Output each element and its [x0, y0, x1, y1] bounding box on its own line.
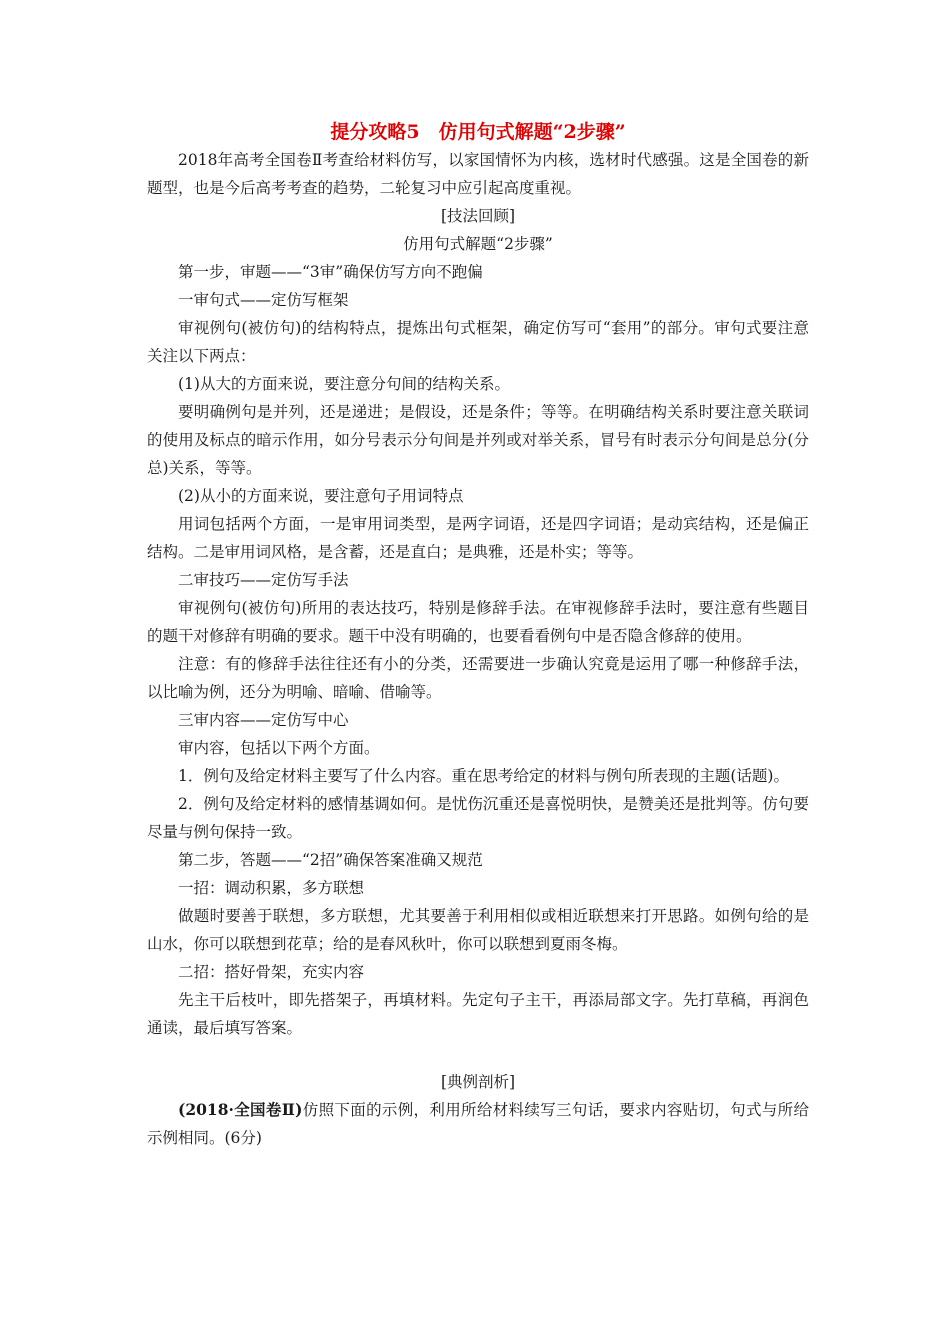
step1-sub3-point1: 1．例句及给定材料主要写了什么内容。重在思考给定的材料与例句所表现的主题(话题)。 — [178, 767, 789, 785]
intro-paragraph: 2018年高考全国卷Ⅱ考查给材料仿写，以家国情怀为内核，选材时代感强。这是全国卷的新题型，也是今后高考考查的趋势，二轮复习中应引起高度重视。 — [147, 151, 809, 197]
section-spacer — [147, 1042, 809, 1068]
step2-heading: 第二步，答题——“2招”确保答案准确又规范 — [178, 851, 483, 869]
step1-sub1-point2-text: 用词包括两个方面，一是审用词类型，是两字词语，还是四字词语；是动宾结构，还是偏正结构。二是审用词风格，是含蓄，还是直白；是典雅，还是朴实；等等。 — [147, 515, 809, 561]
step1-sub1-heading: 一审句式——定仿写框架 — [178, 291, 349, 309]
example-text: 仿照下面的示例，利用所给材料续写三句话，要求内容贴切，句式与所给示例相同。(6分) — [147, 1101, 809, 1147]
document-page — [147, 118, 809, 1152]
step1-sub1-point2: (2)从小的方面来说，要注意句子用词特点 — [178, 487, 464, 505]
example-question — [147, 1096, 809, 1152]
step2-method1-heading: 一招：调动积累，多方联想 — [178, 879, 365, 897]
step1-sub3-heading: 三审内容——定仿写中心 — [178, 711, 349, 729]
step1-sub1-point1-text: 要明确例句是并列，还是递进；是假设，还是条件；等等。在明确结构关系时要注意关联词的使用及标点的暗示作用，如分号表示分句间是并列或对举关系，冒号有时表示分句间是总分(分总)关系，等等。 — [147, 403, 809, 477]
step1-sub1-point1: (1)从大的方面来说，要注意分句间的结构关系。 — [178, 375, 510, 393]
step1-sub2-note: 注意：有的修辞手法往往还有小的分类，还需要进一步确认究竟是运用了哪一种修辞手法，以比喻为例，还分为明喻、暗喻、借喻等。 — [147, 655, 809, 701]
review-section-header: [技法回顾] — [440, 207, 516, 225]
example-section-header: [典例剖析] — [440, 1073, 516, 1091]
step1-sub3-text: 审内容，包括以下两个方面。 — [178, 739, 380, 757]
step2-method1-text: 做题时要善于联想，多方联想，尤其要善于利用相似或相近联想来打开思路。如例句给的是山水，你可以联想到花草；给的是春风秋叶，你可以联想到夏雨冬梅。 — [147, 907, 809, 953]
step1-heading: 第一步，审题——“3审”确保仿写方向不跑偏 — [178, 263, 483, 281]
step2-method2-heading: 二招：搭好骨架，充实内容 — [178, 963, 365, 981]
step1-sub2-text: 审视例句(被仿句)所用的表达技巧，特别是修辞手法。在审视修辞手法时，要注意有些题目的题干对修辞有明确的要求。题干中没有明确的，也要看看例句中是否隐含修辞的使用。 — [147, 599, 809, 645]
review-section-subheader: 仿用句式解题“2步骤” — [403, 235, 553, 253]
example-source: (2018·全国卷Ⅱ) — [178, 1100, 303, 1119]
step1-sub1-text: 审视例句(被仿句)的结构特点，提炼出句式框架，确定仿写可“套用”的部分。审句式要注意关注以下两点： — [147, 319, 809, 365]
step1-sub3-point2: 2．例句及给定材料的感情基调如何。是忧伤沉重还是喜悦明快，是赞美还是批判等。仿句要尽量与例句保持一致。 — [147, 795, 809, 841]
page-title: 提分攻略5 仿用句式解题“2步骤” — [330, 121, 626, 143]
step2-method2-text: 先主干后枝叶，即先搭架子，再填材料。先定句子主干，再添局部文字。先打草稿，再润色通读，最后填写答案。 — [147, 991, 809, 1037]
step1-sub2-heading: 二审技巧——定仿写手法 — [178, 571, 349, 589]
